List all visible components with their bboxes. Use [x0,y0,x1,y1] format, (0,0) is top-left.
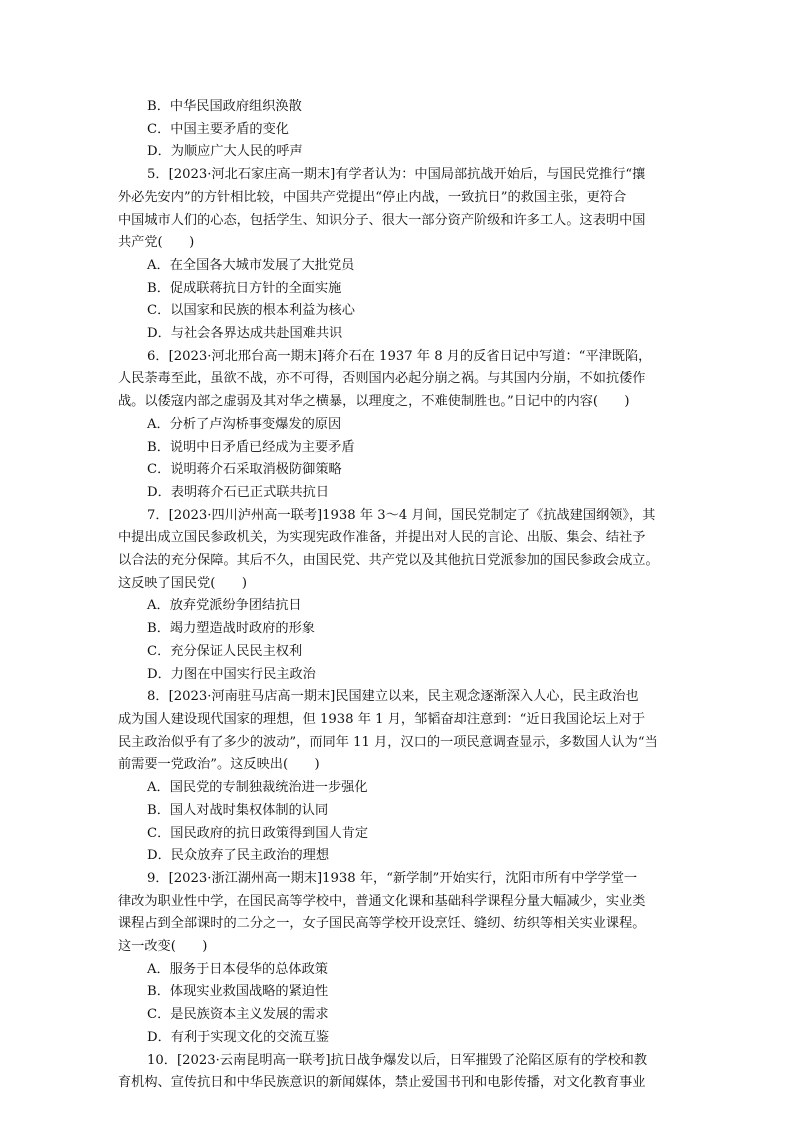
line: 7．[2023·四川泸州高一联考]1938 年 3～4 月间，国民党制定了《抗战建国纲领》，其 [147,507,656,523]
line: 这一改变( ) [118,939,208,955]
line: 成为国人建设现代国家的理想，但 1938 年 1 月，邹韬奋却注意到：“近日我国论坛上对于 [118,711,646,727]
line: 这反映了国民党( ) [118,575,247,591]
line: 中提出成立国民参政机关，为实现宪政作准备，并提出对人民的言论、出版、集会、结社予 [118,530,646,546]
line: C．中国主要矛盾的变化 [147,121,289,137]
line: 育机构、宣传抗日和中华民族意识的新闻媒体，禁止爱国书刊和电影传播，对文化教育事业 [118,1075,646,1091]
line: D．民众放弃了民主政治的理想 [147,848,330,864]
line: B．国人对战时集权体制的认同 [147,802,329,818]
line: C．国民政府的抗日政策得到国人肯定 [147,825,369,841]
line: A．分析了卢沟桥事变爆发的原因 [147,416,342,432]
line: A．服务于日本侵华的总体政策 [147,961,328,977]
line: A．在全国各大城市发展了大批党员 [147,257,355,273]
line: D．有利于实现文化的交流互鉴 [147,1029,330,1045]
line: 人民荼毒至此，虽欲不战，亦不可得，否则国内必起分崩之祸。与其国内分崩，不如抗倭作 [118,371,646,387]
line: B．竭力塑造战时政府的形象 [147,621,315,637]
line: A．国民党的专制独裁统治进一步强化 [147,780,368,796]
line: 课程占到全部课时的二分之一，女子国民高等学校开设烹饪、缝纫、纺织等相关实业课程。 [118,916,646,932]
line: 9．[2023·浙江湖州高一期末]1938 年，“新学制”开始实行，沈阳市所有中学学堂一 [147,870,638,886]
line: 10．[2023·云南昆明高一联考]抗日战争爆发以后，日军摧毁了沦陷区原有的学校和教 [147,1052,648,1068]
line: B．中华民国政府组织涣散 [147,99,302,114]
line: D．表明蒋介石已正式联共抗日 [147,484,330,500]
line: B．体现实业救国战略的紧迫性 [147,984,329,1000]
line: 6．[2023·河北邢台高一期末]蒋介石在 1937 年 8 月的反省日记中写道：“平津既陷， [147,348,652,364]
line: 外必先安内”的方针相比较，中国共产党提出“停止内战，一致抗日”的救国主张，更符合 [118,189,627,205]
line: 战。以倭寇内部之虚弱及其对华之横暴，以理度之，不难使制胜也。”日记中的内容( ) [118,394,630,410]
line: C．说明蒋介石采取消极防御策略 [147,462,342,478]
line: 8．[2023·河南驻马店高一期末]民国建立以来，民主观念逐渐深入人心，民主政治也 [147,689,639,705]
line: C．是民族资本主义发展的需求 [147,1007,329,1023]
line: 以合法的充分保障。其后不久，由国民党、共产党以及其他抗日党派参加的国民参政会成立。 [118,553,659,569]
line: 中国城市人们的心态，包括学生、知识分子、很大一部分资产阶级和许多工人。这表明中国 [118,212,646,228]
line: D．与社会各界达成共赴国难共识 [147,326,343,342]
line: B．促成联蒋抗日方针的全面实施 [147,280,342,296]
line: D．为顺应广大人民的呼声 [147,144,303,160]
line: 律改为职业性中学，在国民高等学校中，普通文化课和基础科学课程分量大幅减少，实业类 [118,893,646,909]
line: C．充分保证人民民主权利 [147,643,303,659]
line: 5．[2023·河北石家庄高一期末]有学者认为：中国局部抗战开始后，与国民党推行“攘 [147,167,646,183]
line: A．放弃党派纷争团结抗日 [147,598,302,614]
line: 前需要一党政治”。这反映出( ) [118,757,320,773]
line: C．以国家和民族的根本利益为核心 [147,303,355,319]
line: B．说明中日矛盾已经成为主要矛盾 [147,439,355,455]
line: D．力图在中国实行民主政治 [147,666,316,682]
line: 共产党( ) [118,235,195,251]
line: 民主政治似乎有了多少的波动”，而同年 11 月，汉口的一项民意调查显示，多数国人认为“当 [118,734,658,750]
